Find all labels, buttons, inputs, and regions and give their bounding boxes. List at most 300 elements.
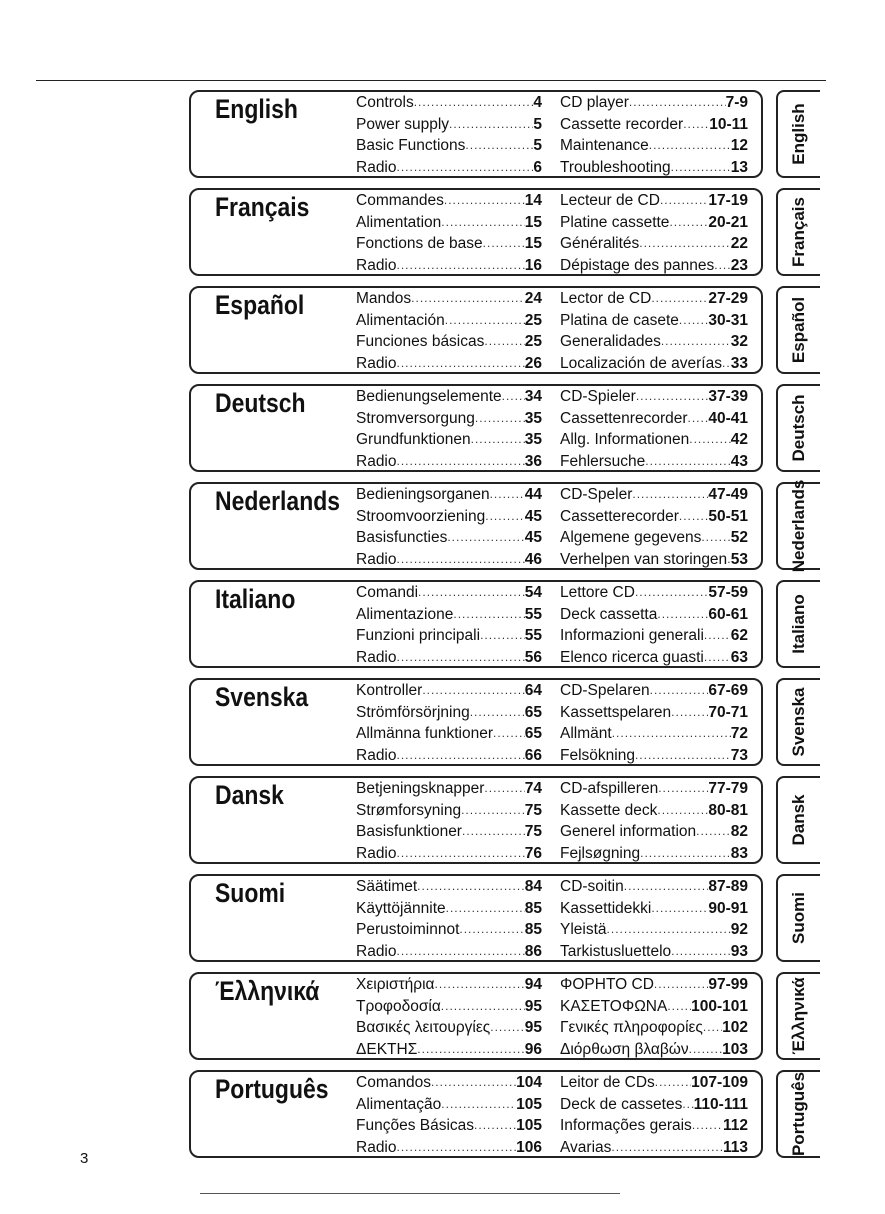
entry-title: Dépistage des pannes: [560, 256, 715, 274]
language-heading: Español: [215, 290, 305, 320]
entry-page: 102: [722, 1019, 748, 1036]
entry-title: Bedienungselemente: [356, 388, 502, 405]
dot-leader: [689, 429, 731, 451]
entry-title: Informazioni generali: [560, 627, 704, 644]
dot-leader: [397, 353, 525, 375]
language-block: [189, 776, 763, 864]
toc-entry[interactable]: [356, 996, 542, 1018]
toc-column-left: [356, 484, 542, 570]
language-tab-label: Suomi: [789, 892, 808, 944]
entry-page: 27-29: [708, 290, 748, 307]
toc-entry[interactable]: [560, 1094, 748, 1116]
dot-leader: [465, 135, 533, 157]
toc-entry[interactable]: [356, 582, 542, 604]
entry-page: 73: [730, 746, 748, 764]
dot-leader: [651, 898, 708, 920]
entry-page: 26: [524, 354, 542, 372]
dot-leader: [417, 1039, 524, 1061]
toc-entry[interactable]: [560, 625, 748, 647]
entry-title: Power supply: [356, 115, 450, 133]
dot-leader: [434, 974, 524, 996]
entry-page: 10-11: [709, 115, 748, 133]
toc-entry[interactable]: [560, 233, 748, 255]
dot-leader: [636, 386, 709, 408]
dot-leader: [654, 974, 708, 996]
dot-leader: [397, 647, 525, 669]
toc-entry[interactable]: [356, 919, 542, 941]
dot-leader: [704, 625, 731, 647]
toc-entry[interactable]: [356, 1072, 542, 1094]
language-block: [189, 580, 763, 668]
dot-leader: [461, 800, 525, 822]
dot-leader: [490, 484, 525, 506]
toc-entry[interactable]: [356, 190, 542, 212]
toc-entry[interactable]: [356, 1039, 542, 1061]
dot-leader: [607, 919, 731, 941]
language-tab-label: Έλληνικά: [789, 977, 808, 1055]
toc-entry[interactable]: [356, 723, 542, 745]
entry-title: ΚΑΣΕΤΟΦΩΝΑ: [560, 997, 668, 1015]
entry-title: Troubleshooting: [560, 158, 671, 176]
toc-entry[interactable]: [560, 92, 748, 114]
toc-entry[interactable]: [560, 506, 748, 528]
dot-leader: [658, 778, 708, 800]
dot-leader: [397, 1137, 517, 1159]
toc-entry[interactable]: [356, 408, 542, 430]
entry-page: 92: [730, 921, 748, 938]
toc-entry[interactable]: [560, 353, 748, 375]
toc-entry[interactable]: [356, 135, 542, 157]
dot-leader: [441, 996, 525, 1018]
language-tab-label: Dansk: [789, 794, 808, 846]
toc-entry[interactable]: [356, 527, 542, 549]
entry-page: 57-59: [708, 584, 748, 601]
entry-title: Alimentazione: [356, 605, 454, 623]
dot-leader: [640, 843, 731, 865]
toc-entry[interactable]: [560, 527, 748, 549]
entry-page: 32: [730, 333, 748, 350]
entry-title: Fonctions de base: [356, 235, 483, 252]
toc-entry[interactable]: [356, 549, 542, 571]
entry-page: 52: [730, 529, 748, 546]
entry-page: 85: [524, 921, 542, 938]
language-block: [189, 286, 763, 374]
dot-leader: [657, 604, 708, 626]
toc-entry[interactable]: [356, 1017, 542, 1039]
entry-title: CD-Spelaren: [560, 682, 650, 699]
toc-entry[interactable]: [560, 255, 748, 277]
toc-entry[interactable]: [356, 92, 542, 114]
entry-title: Kassettidekki: [560, 899, 652, 917]
toc-column-right: [560, 288, 748, 374]
toc-column-right: [560, 680, 748, 766]
entry-page: 45: [524, 507, 542, 525]
toc-entry[interactable]: [560, 190, 748, 212]
dot-leader: [655, 1072, 691, 1094]
dot-leader: [444, 190, 525, 212]
entry-page: 25: [524, 333, 542, 350]
entry-title: Leitor de CDs: [560, 1074, 655, 1091]
language-tab[interactable]: [776, 188, 820, 276]
dot-leader: [649, 135, 731, 157]
entry-page: 54: [524, 584, 542, 601]
entry-page: 6: [533, 158, 542, 176]
toc-entry[interactable]: [356, 778, 542, 800]
entry-page: 30-31: [708, 311, 748, 329]
entry-title: Commandes: [356, 192, 444, 209]
entry-title: Generel information: [560, 823, 697, 840]
entry-title: Verhelpen van storingen: [560, 550, 728, 568]
entry-page: 75: [524, 801, 542, 819]
entry-title: Lecteur de CD: [560, 192, 660, 209]
toc-column-right: [560, 92, 748, 178]
toc-entry[interactable]: [560, 451, 748, 473]
dot-leader: [446, 898, 525, 920]
toc-entry[interactable]: [560, 114, 748, 136]
entry-page: 64: [524, 682, 542, 699]
toc-entry[interactable]: [356, 484, 542, 506]
dot-leader: [485, 506, 525, 528]
dot-leader: [470, 702, 525, 724]
toc-entry[interactable]: [560, 582, 748, 604]
toc-entry[interactable]: [560, 1137, 748, 1159]
entry-title: Allmänna funktioner: [356, 725, 493, 742]
dot-leader: [411, 288, 525, 310]
entry-title: Deck cassetta: [560, 605, 658, 623]
dot-leader: [635, 745, 731, 767]
dot-leader: [692, 1115, 723, 1137]
dot-leader: [669, 212, 708, 234]
entry-title: Perustoiminnot: [356, 921, 460, 938]
dot-leader: [484, 778, 524, 800]
toc-entry[interactable]: [560, 647, 748, 669]
language-tab[interactable]: [776, 580, 820, 668]
dot-leader: [459, 919, 524, 941]
toc-column-left: [356, 582, 542, 668]
dot-leader: [632, 484, 708, 506]
entry-title: Bedieningsorganen: [356, 486, 490, 503]
toc-entry[interactable]: [356, 876, 542, 898]
toc-entry[interactable]: [560, 135, 748, 157]
entry-page: 20-21: [708, 213, 748, 231]
toc-entry[interactable]: [356, 212, 542, 234]
language-tab[interactable]: [776, 384, 820, 472]
entry-title: Radio: [356, 452, 397, 470]
toc-entry[interactable]: [560, 898, 748, 920]
language-heading: Deutsch: [215, 388, 306, 418]
dot-leader: [441, 212, 524, 234]
dot-leader: [397, 255, 525, 277]
entry-title: Radio: [356, 256, 397, 274]
dot-leader: [667, 996, 691, 1018]
toc-entry[interactable]: [356, 233, 542, 255]
toc-column-left: [356, 92, 542, 178]
entry-title: Deck de cassetes: [560, 1095, 683, 1113]
language-block: [189, 874, 763, 962]
dot-leader: [493, 723, 525, 745]
dot-leader: [414, 92, 534, 114]
toc-entry[interactable]: [356, 255, 542, 277]
toc-entry[interactable]: [560, 604, 748, 626]
toc-entry[interactable]: [560, 680, 748, 702]
toc-column-left: [356, 190, 542, 276]
entry-title: CD-Speler: [560, 486, 633, 503]
toc-entry[interactable]: [560, 702, 748, 724]
entry-title: Strømforsyning: [356, 801, 462, 819]
entry-page: 65: [524, 725, 542, 742]
entry-title: ΦΟΡΗΤΟ CD: [560, 976, 654, 993]
language-heading: Français: [215, 192, 310, 222]
language-tab[interactable]: [776, 972, 820, 1060]
entry-page: 90-91: [708, 899, 748, 917]
toc-entry[interactable]: [356, 821, 542, 843]
toc-entry[interactable]: [356, 157, 542, 179]
entry-page: 34: [524, 388, 542, 405]
entry-page: 107-109: [691, 1074, 748, 1091]
language-tab[interactable]: [776, 678, 820, 766]
entry-page: 93: [730, 942, 748, 960]
language-block: [189, 90, 763, 178]
dot-leader: [453, 604, 524, 626]
toc-entry[interactable]: [560, 919, 748, 941]
entry-page: 7-9: [725, 94, 748, 111]
entry-title: Cassettenrecorder: [560, 409, 688, 427]
entry-page: 36: [524, 452, 542, 470]
toc-entry[interactable]: [356, 353, 542, 375]
entry-title: Cassette recorder: [560, 115, 684, 133]
toc-entry[interactable]: [356, 331, 542, 353]
entry-page: 55: [524, 605, 542, 623]
language-tab[interactable]: [776, 286, 820, 374]
toc-entry[interactable]: [356, 1094, 542, 1116]
language-heading: Português: [215, 1074, 329, 1104]
entry-page: 87-89: [708, 878, 748, 895]
top-rule: [36, 80, 826, 81]
entry-page: 46: [524, 550, 542, 568]
toc-entry[interactable]: [560, 778, 748, 800]
toc-entry[interactable]: [356, 114, 542, 136]
toc-entry[interactable]: [356, 898, 542, 920]
entry-title: Maintenance: [560, 137, 649, 154]
entry-page: 43: [730, 452, 748, 470]
toc-entry[interactable]: [356, 647, 542, 669]
entry-page: 80-81: [708, 801, 748, 819]
dot-leader: [471, 429, 525, 451]
entry-page: 65: [524, 703, 542, 721]
toc-entry[interactable]: [560, 1072, 748, 1094]
entry-title: ΔΕΚΤΗΣ: [356, 1040, 418, 1058]
entry-page: 45: [524, 529, 542, 546]
dot-leader: [701, 527, 730, 549]
language-heading: Italiano: [215, 584, 296, 614]
entry-title: Kassette deck: [560, 801, 658, 819]
toc-entry[interactable]: [560, 549, 748, 571]
language-tab[interactable]: [776, 479, 820, 573]
toc-entry[interactable]: [560, 876, 748, 898]
entry-page: 77-79: [708, 780, 748, 797]
entry-page: 35: [524, 409, 542, 427]
toc-entry[interactable]: [560, 386, 748, 408]
toc-entry[interactable]: [560, 331, 748, 353]
language-heading: Dansk: [215, 780, 284, 810]
language-block: [189, 678, 763, 766]
toc-entry[interactable]: [560, 821, 748, 843]
entry-page: 94: [524, 976, 542, 993]
toc-entry[interactable]: [560, 745, 748, 767]
entry-page: 75: [524, 823, 542, 840]
entry-page: 47-49: [708, 486, 748, 503]
toc-entry[interactable]: [560, 1017, 748, 1039]
toc-entry[interactable]: [560, 288, 748, 310]
dot-leader: [657, 800, 708, 822]
dot-leader: [483, 233, 525, 255]
entry-page: 70-71: [708, 703, 748, 721]
toc-entry[interactable]: [356, 506, 542, 528]
language-tab[interactable]: [776, 1070, 820, 1158]
toc-column-right: [560, 484, 748, 570]
entry-title: Radio: [356, 354, 397, 372]
language-tab[interactable]: [776, 90, 820, 178]
toc-column-right: [560, 582, 748, 668]
toc-entry[interactable]: [356, 1137, 542, 1159]
toc-column-left: [356, 680, 542, 766]
toc-entry[interactable]: [356, 941, 542, 963]
toc-column-right: [560, 876, 748, 962]
toc-entry[interactable]: [560, 800, 748, 822]
toc-column-left: [356, 1072, 542, 1158]
dot-leader: [397, 451, 525, 473]
entry-title: Γενικές πληροφορίες: [560, 1019, 703, 1036]
entry-page: 63: [730, 648, 748, 666]
dot-leader: [462, 821, 525, 843]
dot-leader: [397, 843, 525, 865]
dot-leader: [441, 1094, 516, 1116]
toc-entry[interactable]: [560, 996, 748, 1018]
toc-entry[interactable]: [356, 680, 542, 702]
toc-column-left: [356, 288, 542, 374]
entry-title: Fejlsøgning: [560, 844, 641, 862]
entry-page: 86: [524, 942, 542, 960]
entry-page: 17-19: [708, 192, 748, 209]
entry-title: Basic Functions: [356, 137, 466, 154]
language-block: [189, 188, 763, 276]
toc-entry[interactable]: [356, 451, 542, 473]
entry-page: 105: [516, 1095, 542, 1113]
dot-leader: [418, 582, 525, 604]
page-number: 3: [80, 1150, 89, 1167]
dot-leader: [397, 549, 525, 571]
entry-title: Radio: [356, 550, 397, 568]
toc-entry[interactable]: [356, 745, 542, 767]
entry-page: 95: [524, 1019, 542, 1036]
entry-page: 72: [730, 725, 748, 742]
toc-entry[interactable]: [560, 310, 748, 332]
toc-entry[interactable]: [560, 941, 748, 963]
entry-page: 33: [730, 354, 748, 372]
entry-title: Betjeningsknapper: [356, 780, 485, 797]
entry-page: 112: [722, 1117, 748, 1134]
dot-leader: [417, 876, 525, 898]
entry-title: Comandos: [356, 1074, 431, 1091]
toc-entry[interactable]: [560, 723, 748, 745]
entry-page: 104: [516, 1074, 542, 1091]
entry-page: 15: [524, 235, 542, 252]
toc-entry[interactable]: [560, 157, 748, 179]
entry-page: 83: [730, 844, 748, 862]
language-tab[interactable]: [776, 874, 820, 962]
toc-entry[interactable]: [560, 408, 748, 430]
entry-title: Alimentation: [356, 213, 442, 231]
entry-title: Strömförsörjning: [356, 703, 470, 721]
entry-title: Grundfunktionen: [356, 431, 471, 448]
language-block: [189, 384, 763, 472]
entry-title: Lector de CD: [560, 290, 652, 307]
entry-title: Allmänt: [560, 725, 612, 742]
entry-page: 24: [524, 290, 542, 307]
entry-title: Controls: [356, 94, 414, 111]
dot-leader: [689, 1039, 723, 1061]
dot-leader: [639, 233, 730, 255]
toc-entry[interactable]: [356, 974, 542, 996]
toc-entry[interactable]: [560, 1115, 748, 1137]
toc-entry[interactable]: [560, 484, 748, 506]
toc-entry[interactable]: [356, 310, 542, 332]
entry-page: 60-61: [708, 605, 748, 623]
toc-entry[interactable]: [356, 625, 542, 647]
language-tab-label: Português: [789, 1071, 808, 1157]
toc-entry[interactable]: [356, 702, 542, 724]
dot-leader: [651, 288, 708, 310]
toc-entry[interactable]: [356, 843, 542, 865]
toc-entry[interactable]: [560, 1039, 748, 1061]
toc-entry[interactable]: [560, 974, 748, 996]
entry-page: 44: [524, 486, 542, 503]
entry-title: Yleistä: [560, 921, 607, 938]
dot-leader: [447, 527, 524, 549]
entry-page: 16: [524, 256, 542, 274]
entry-title: Mandos: [356, 290, 412, 307]
entry-page: 23: [730, 256, 748, 274]
toc-entry[interactable]: [356, 800, 542, 822]
toc-entry[interactable]: [356, 604, 542, 626]
toc-entry[interactable]: [560, 843, 748, 865]
entry-page: 76: [524, 844, 542, 862]
toc-entry[interactable]: [356, 386, 542, 408]
entry-title: Elenco ricerca guasti: [560, 648, 704, 666]
entry-title: Τροφοδοσία: [356, 997, 441, 1015]
toc-column-left: [356, 386, 542, 472]
entry-title: Βασικές λειτουργίες: [356, 1019, 491, 1036]
entry-page: 37-39: [708, 388, 748, 405]
dot-leader: [671, 157, 731, 179]
language-block: [189, 1070, 763, 1158]
entry-page: 82: [730, 823, 748, 840]
entry-page: 66: [524, 746, 542, 764]
toc-entry[interactable]: [560, 212, 748, 234]
entry-title: Funzioni principali: [356, 627, 481, 644]
entry-page: 67-69: [708, 682, 748, 699]
dot-leader: [629, 92, 726, 114]
toc-entry[interactable]: [356, 288, 542, 310]
entry-page: 106: [516, 1138, 542, 1156]
language-tab[interactable]: [776, 776, 820, 864]
toc-column-left: [356, 876, 542, 962]
toc-entry[interactable]: [356, 429, 542, 451]
dot-leader: [449, 114, 533, 136]
toc-entry[interactable]: [560, 429, 748, 451]
language-tab-label: Svenska: [789, 687, 808, 757]
toc-entry[interactable]: [356, 1115, 542, 1137]
